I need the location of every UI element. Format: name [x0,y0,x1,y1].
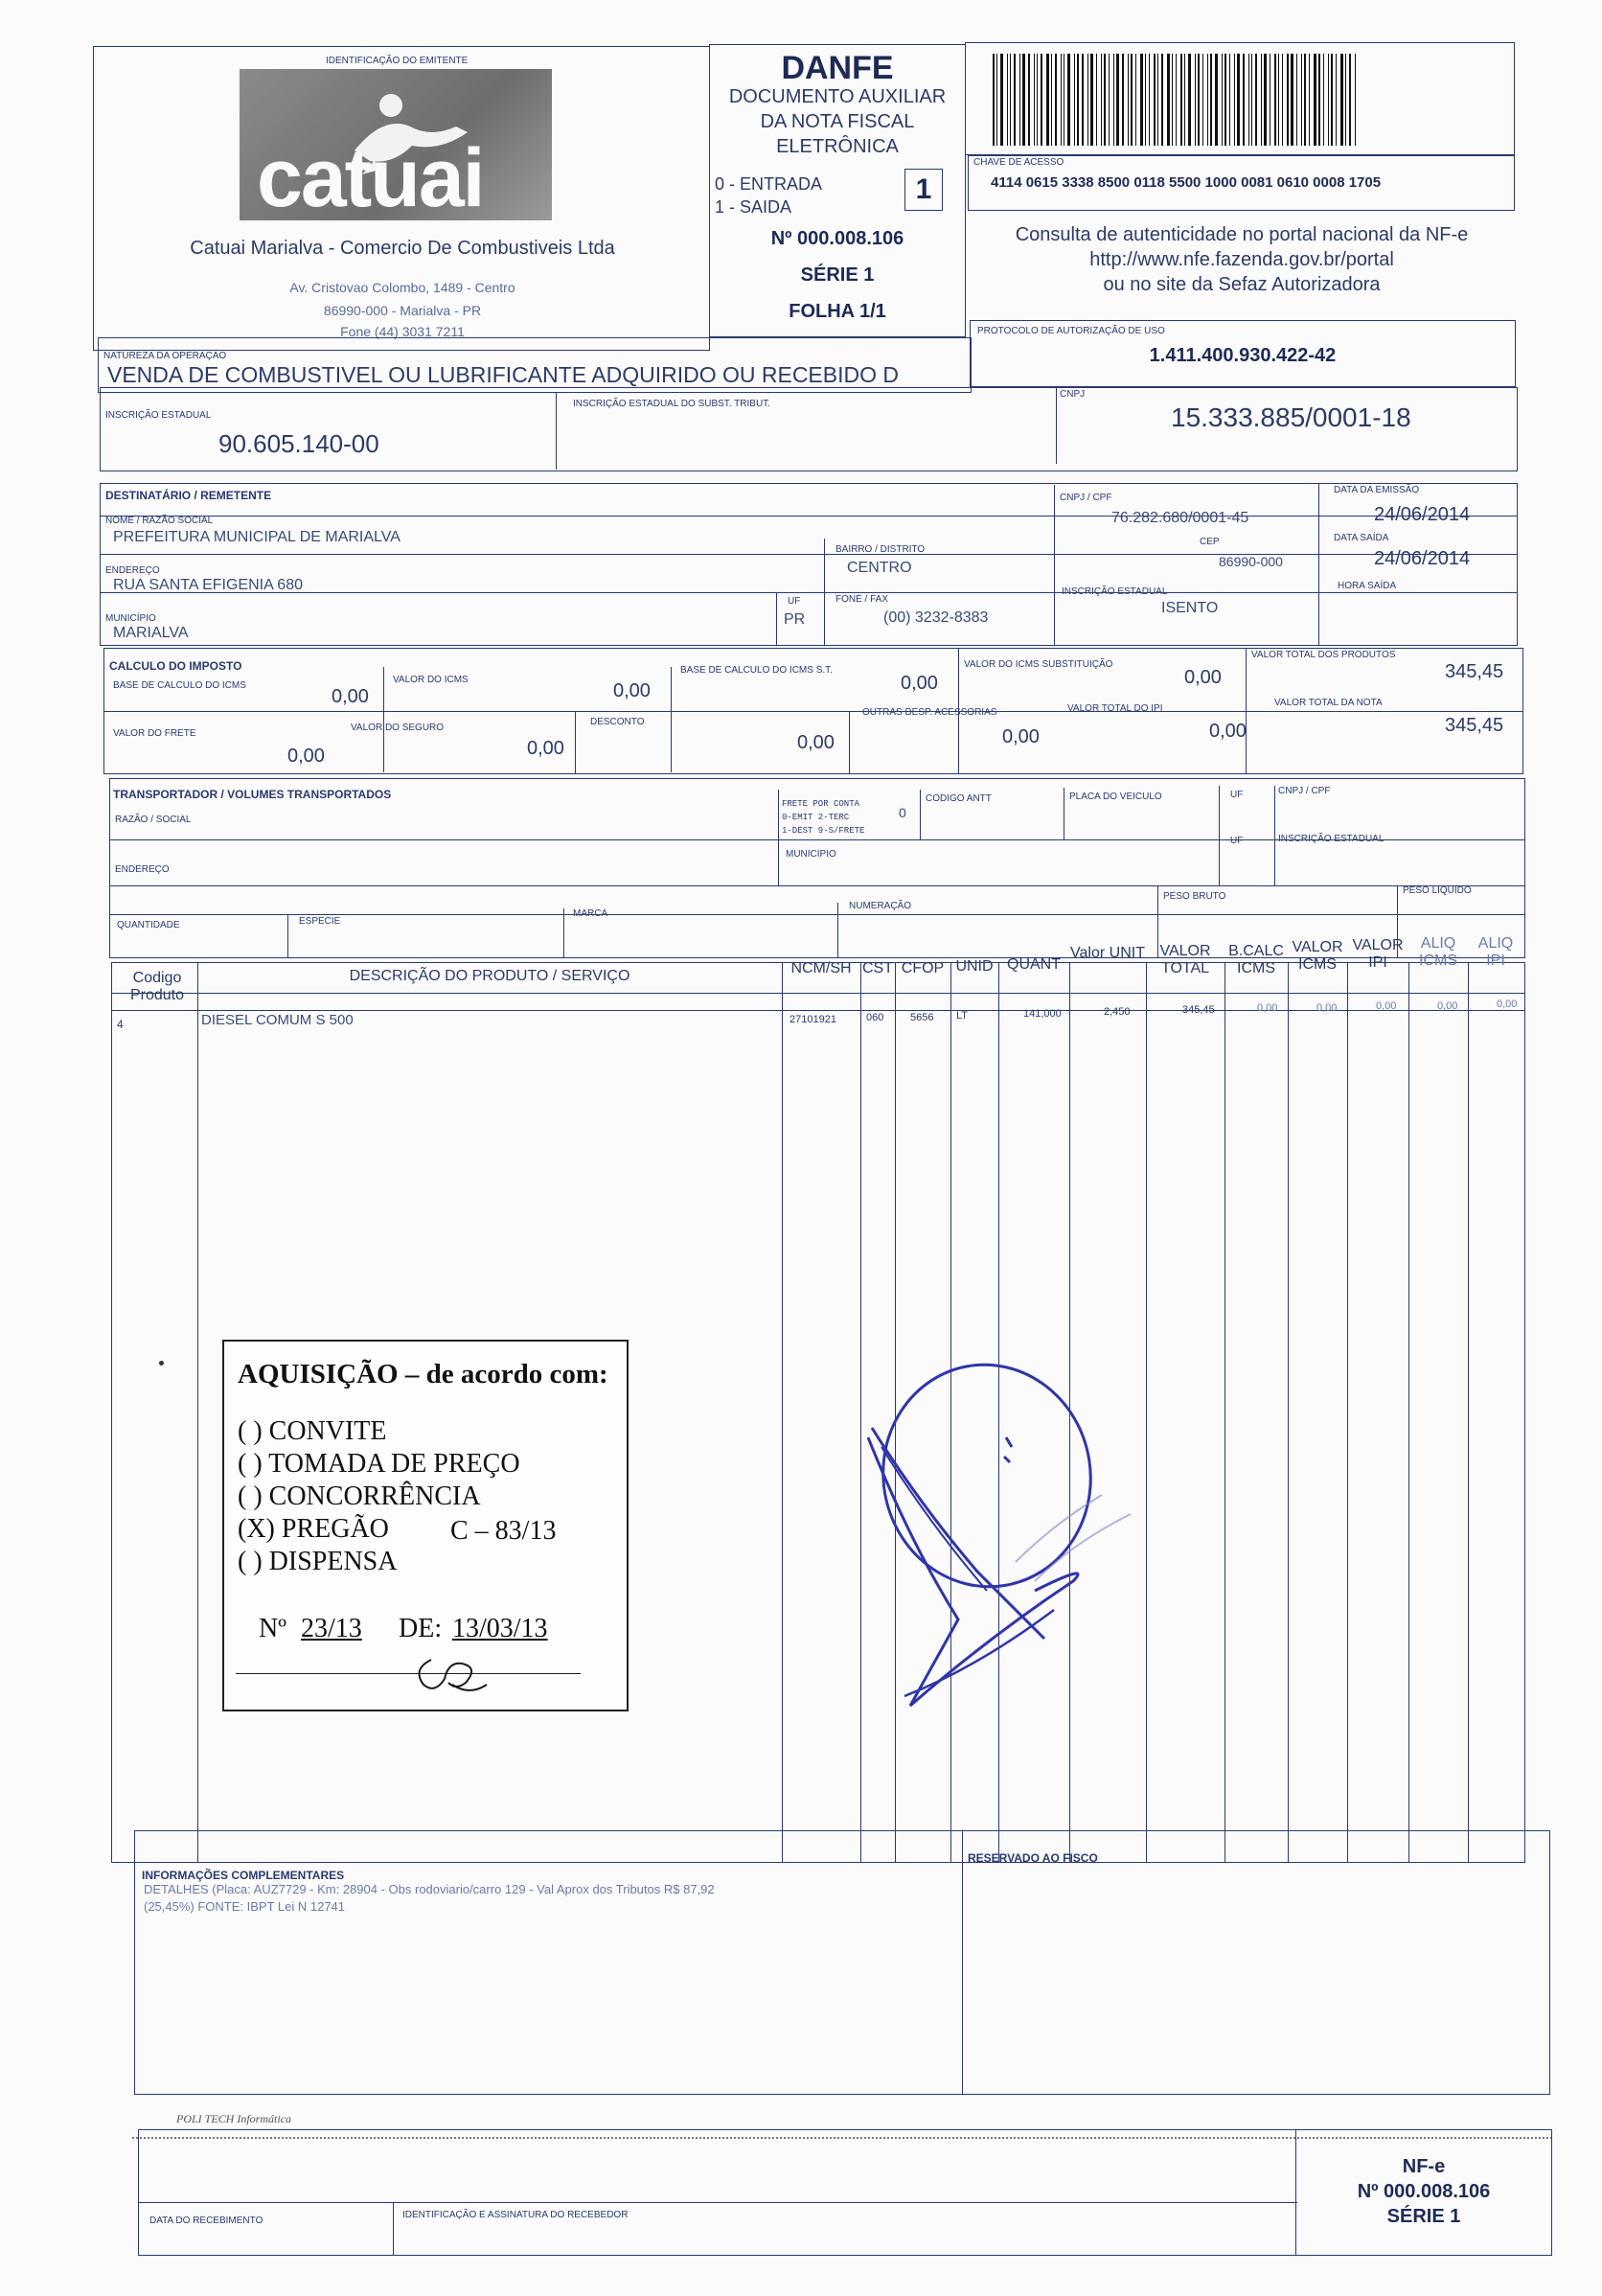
row-unit: 2,450 [1104,1006,1131,1018]
danfe-numero: Nº 000.008.106 [770,228,904,249]
col-vipi: VALOR IPI [1352,937,1404,971]
col-ncm: NCM/SH [790,960,852,976]
cnpj-value: 15.333.885/0001-18 [1171,402,1411,432]
recipient-cep-label: CEP [1200,537,1220,547]
freight-value: 0 [899,805,906,820]
table-row [111,999,1525,1033]
danfe-subtitle2: DA NOTA FISCAL [760,111,915,132]
danfe-subtitle3: ELETRÔNICA [776,136,899,157]
danfe-folha: FOLHA 1/1 [789,301,886,322]
stamp-line4a: (X) PREGÃO [238,1514,389,1544]
danfe-title: DANFE [781,50,894,86]
transport-city-label: MUNICIPIO [786,849,836,860]
col-cfop: CFOP [901,960,945,976]
emitter-section-label: IDENTIFICAÇÃO DO EMITENTE [326,56,469,66]
col-aipi: ALIQ IPI [1477,935,1514,969]
freight: 0,00 [287,746,325,767]
table-column-divider [782,962,783,1863]
stamp-date: 13/03/13 [452,1614,548,1643]
recipient-phone-label: FONE / FAX [835,594,889,605]
emitter-address1: Av. Cristovao Colombo, 1489 - Centro [289,280,515,295]
recipient-name-label: NOME / RAZÃO SOCIAL [105,516,214,526]
freight-label3: 1-DEST 9-S/FRETE [782,826,865,836]
stamp-line1: ( ) CONVITE [238,1416,387,1446]
table-column-divider [1347,962,1348,1863]
recipient-uf-label: UF [788,596,801,607]
transport-address-label: ENDEREÇO [115,864,170,875]
recipient-emission-label: DATA DA EMISSÃO [1334,485,1420,495]
icms-label: VALOR DO ICMS [393,675,469,685]
recipient-box [100,483,1518,646]
row-aicms: 0,00 [1437,1000,1458,1012]
row-code: 4 [117,1018,124,1031]
recipient-cnpj-label: CNPJ / CPF [1060,493,1112,503]
info-box [134,1830,1550,2095]
transport-ie-label: INSCRIÇÃO ESTADUAL [1278,834,1385,844]
recipient-exit: 24/06/2014 [1374,548,1471,569]
row-bcalc: 0,00 [1257,1002,1278,1014]
software-credit: POLI TECH Informática [176,2112,291,2125]
col-cst: CST [862,960,893,976]
net-label: PESO LIQUIDO [1403,885,1472,896]
emitter-phone: Fone (44) 3031 7211 [340,324,465,339]
col-aicms: ALIQ ICMS [1419,935,1457,969]
recipient-ie-label: INSCRIÇÃO ESTADUAL [1062,586,1168,597]
qty-label: QUANTIDADE [117,920,180,930]
access-consult2: http://www.nfe.fazenda.gov.br/portal [1089,249,1394,270]
danfe-serie: SÉRIE 1 [800,264,875,286]
row-aipi: 0,00 [1497,999,1518,1010]
ie-st-label: INSCRIÇÃO ESTADUAL DO SUBST. TRIBUT. [573,399,770,409]
icms: 0,00 [613,680,651,701]
recipient-exit-label: DATA SAÍDA [1334,533,1389,543]
ie-value: 90.605.140-00 [218,429,379,458]
recipient-city-label: MUNICÍPIO [105,613,156,624]
danfe-tipo: 1 [904,169,943,211]
ie-label: INSCRIÇÃO ESTADUAL [105,410,212,421]
freight-label: VALOR DO FRETE [113,728,196,739]
numbering-label: NUMERAÇÃO [849,901,912,911]
plate-label: PLACA DO VEICULO [1069,792,1162,802]
base-icms-label: BASE DE CALCULO DO ICMS [113,680,246,691]
col-bcalc: B.CALC ICMS [1228,943,1284,976]
row-total: 345,45 [1182,1004,1215,1016]
table-column-divider [1224,962,1225,1863]
recipient-city: MARIALVA [113,625,189,641]
stamp-line4b: C – 83/13 [450,1516,557,1546]
transport-name-label: RAZÃO / SOCIAL [115,815,192,825]
stamp-title: AQUISIÇÃO – de acordo com: [238,1359,608,1389]
brand-label: MARCA [573,908,608,919]
col-vicms: VALOR ICMS [1292,939,1343,973]
access-consult1: Consulta de autenticidade no portal nacional da NF-e [1015,224,1469,245]
danfe-entrada: 0 - ENTRADA [715,174,823,194]
gross-label: PESO BRUTO [1163,891,1226,902]
barcode [993,54,1491,146]
info-line1: DETALHES (Placa: AUZ7729 - Km: 28904 - Obs rodoviario/carro 129 - Val Aprox dos Tributos R$ 87,92 [144,1882,715,1896]
row-quant: 141,000 [1023,1008,1062,1020]
other-label: OUTRAS DESP. ACESSORIAS [862,707,997,718]
stamp-line2: ( ) TOMADA DE PREÇO [238,1449,520,1479]
signature-stamp-icon [843,1351,1188,1734]
tax-section-label: CALCULO DO IMPOSTO [109,659,242,673]
emitter-address2: 86990-000 - Marialva - PR [323,303,482,318]
emitter-name: Catuai Marialva - Comercio De Combustiveis Ltda [190,238,615,259]
col-desc: DESCRIÇÃO DO PRODUTO / SERVIÇO [349,968,630,984]
total-products: 345,45 [1445,661,1504,682]
nature-value: VENDA DE COMBUSTIVEL OU LUBRIFICANTE ADQUIRIDO OU RECEBIDO D [107,362,900,387]
recipient-cep: 86990-000 [1219,554,1283,569]
stamp-num-label: Nº [259,1614,286,1643]
bullet-dot [159,1361,164,1366]
table-column-divider [197,962,198,1863]
total-note-label: VALOR TOTAL DA NOTA [1274,698,1383,708]
cnpj-label: CNPJ [1060,389,1086,400]
fisco-label: RESERVADO AO FISCO [968,1851,1098,1865]
danfe-subtitle1: DOCUMENTO AUXILIAR [728,86,947,107]
footer-numero: Nº 000.008.106 [1357,2181,1491,2202]
icms-st-label: VALOR DO ICMS SUBSTITUIÇÃO [964,659,1113,670]
row-vipi: 0,00 [1376,1000,1397,1012]
info-line2: (25,45%) FONTE: IBPT Lei N 12741 [144,1899,346,1914]
receipt-sign-label: IDENTIFICAÇÃO E ASSINATURA DO RECEBEDOR [402,2210,629,2220]
transport-uf-label: UF [1230,790,1244,800]
freight-label1: FRETE POR CONTA [782,799,860,809]
initials-signature-icon [402,1641,498,1698]
base-icms: 0,00 [332,686,369,707]
recipient-address: RUA SANTA EFIGENIA 680 [113,577,303,593]
col-quant: QUANT [1007,956,1061,973]
other: 0,00 [1002,726,1040,747]
footer-serie: SÉRIE 1 [1386,2206,1461,2227]
recipient-emission: 24/06/2014 [1374,504,1471,525]
footer-nfe: NF-e [1402,2156,1446,2177]
row-cst: 060 [866,1012,884,1023]
table-column-divider [1468,962,1469,1863]
recipient-hour-label: HORA SAÍDA [1338,581,1397,591]
insurance-label: VALOR DO SEGURO [351,723,445,733]
row-desc: DIESEL COMUM S 500 [201,1012,354,1028]
col-total: VALOR TOTAL [1159,943,1211,976]
table-column-divider [1288,962,1289,1863]
logo [240,69,552,224]
receipt-date-label: DATA DO RECEBIMENTO [149,2216,263,2226]
access-key-label: CHAVE DE ACESSO [973,157,1064,168]
insurance: 0,00 [527,738,564,759]
transport-uf2-label: UF [1230,836,1244,846]
icms-st: 0,00 [1184,667,1222,688]
species-label: ESPECIE [299,916,341,927]
freight-label2: 0-EMIT 2-TERC [782,813,850,822]
recipient-ie: ISENTO [1161,600,1219,616]
row-ncm: 27101921 [790,1014,836,1025]
base-st: 0,00 [901,673,938,694]
ipi-label: VALOR TOTAL DO IPI [1067,703,1163,714]
acquisition-stamp [222,1340,629,1711]
table-column-divider [1408,962,1409,1863]
danfe-saida: 1 - SAIDA [715,197,792,217]
stamp-date-label: DE: [399,1614,443,1643]
info-label: INFORMAÇÕES COMPLEMENTARES [142,1869,345,1882]
access-key-value: 4114 0615 3338 8500 0118 5500 1000 0081 0610 0008 1705 [991,174,1382,191]
recipient-name: PREFEITURA MUNICIPAL DE MARIALVA [113,529,400,545]
discount-label: DESCONTO [590,717,645,727]
ipi: 0,00 [1209,721,1247,742]
row-vicms: 0,00 [1316,1002,1338,1014]
recipient-phone: (00) 3232-8383 [883,609,989,626]
protocol-value: 1.411.400.930.422-42 [1149,345,1337,366]
logo-text: catuai [257,132,484,224]
antt-label: CODIGO ANTT [926,793,992,804]
row-cfop: 5656 [910,1012,934,1023]
row-unid: LT [956,1010,969,1022]
recipient-section-label: DESTINATÁRIO / REMETENTE [105,489,272,502]
recipient-district-label: BAIRRO / DISTRITO [835,544,926,555]
recipient-uf: PR [784,611,806,628]
total-products-label: VALOR TOTAL DOS PRODUTOS [1251,650,1396,660]
access-consult3: ou no site da Sefaz Autorizadora [1103,274,1381,295]
recipient-district: CENTRO [847,560,912,576]
stamp-line3: ( ) CONCORRÊNCIA [238,1481,481,1511]
recipient-address-label: ENDEREÇO [105,565,160,576]
base-st-label: BASE DE CALCULO DO ICMS S.T. [680,665,833,676]
stamp-num: 23/13 [301,1614,362,1643]
stamp-line5: ( ) DISPENSA [238,1547,398,1576]
protocol-label: PROTOCOLO DE AUTORIZAÇÃO DE USO [977,326,1165,336]
recipient-cnpj: 76.282.680/0001-45 [1111,510,1249,526]
transport-cnpj-label: CNPJ / CPF [1278,786,1331,796]
col-unit: Valor UNIT [1070,945,1145,961]
transport-section-label: TRANSPORTADOR / VOLUMES TRANSPORTADOS [113,788,392,801]
col-unid: UNID [955,958,994,975]
discount: 0,00 [797,732,835,753]
col-code: Codigo Produto [129,970,185,1003]
nature-label: NATUREZA DA OPERAÇÃO [103,351,227,361]
total-note: 345,45 [1445,715,1504,736]
